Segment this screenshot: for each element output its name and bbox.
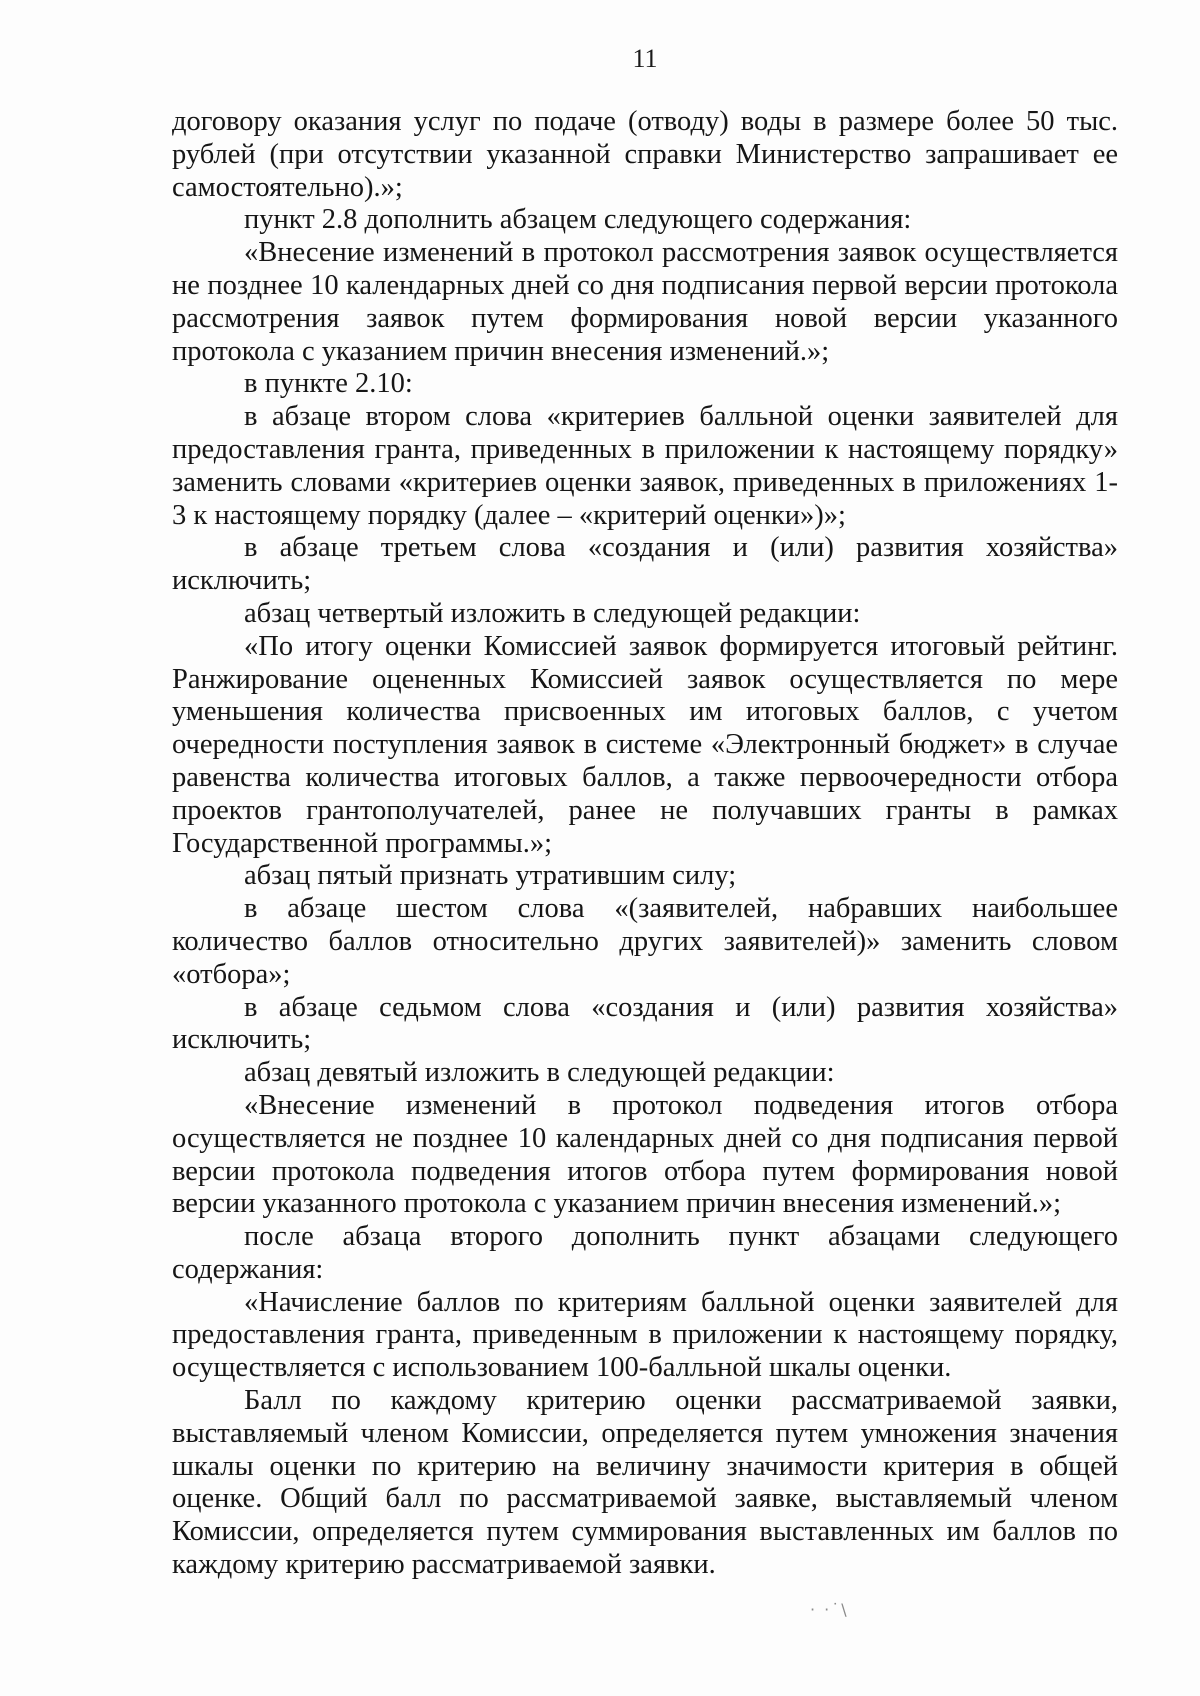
page-number: 11 — [632, 44, 658, 73]
paragraph: абзац девятый изложить в следующей редакции: — [244, 1057, 835, 1089]
paragraph: в пункте 2.10: — [244, 368, 413, 400]
paragraph: абзац пятый признать утратившим силу; — [244, 860, 737, 892]
document-body — [172, 106, 1118, 1582]
paragraph: абзац четвертый изложить в следующей редакции: — [244, 597, 861, 629]
scan-specks: · ·˙\ — [810, 1600, 849, 1619]
paragraph: после абзаца второго дополнить пункт абзацами следующего содержания: — [172, 1221, 1118, 1285]
paragraph: пункт 2.8 дополнить абзацем следующего содержания: — [244, 204, 912, 236]
paragraph: «Внесение изменений в протокол рассмотрения заявок осуществляется не позднее 10 календарных дней со дня подписания первой версии протокола рассмотрения заявок путем формирования новой версии указанного протокола с указанием причин внесения изменений.»; — [172, 237, 1118, 367]
paragraph: договору оказания услуг по подаче (отводу) воды в размере более 50 тыс. рублей (при отсутствии указанной справки Министерство запрашивает ее самостоятельно).»; — [172, 106, 1118, 203]
paragraph: «Начисление баллов по критериям балльной оценки заявителей для предоставления гранта, приведенным в приложении к настоящему порядку, осуществляется с использованием 100-балльной шкалы оценки. — [172, 1286, 1118, 1384]
paragraph: в абзаце третьем слова «создания и (или) развития хозяйства» исключить; — [172, 532, 1118, 597]
paragraph: в абзаце втором слова «критериев балльной оценки заявителей для предоставления гранта, приведенных в приложении к настоящему порядку» заменить словами «критериев оценки заявок, приведенных в приложениях 1-3 к настоящему порядку (далее – «критерий оценки»)»; — [172, 401, 1118, 531]
paragraph: «По итогу оценки Комиссией заявок формируется итоговый рейтинг. Ранжирование оцененных Комиссией заявок осуществляется по мере уменьшения количества присвоенных им итоговых баллов, с учетом очередности поступления заявок в системе «Электронный бюджет» в случае равенства количества итоговых баллов, а также первоочередности отбора проектов грантополучателей, ранее не получавших гранты в рамках Государственной программы.»; — [172, 630, 1118, 859]
paragraph: в абзаце шестом слова «(заявителей, набравших наибольшее количество баллов относительно других заявителей)» заменить словом «отбора»; — [172, 893, 1118, 990]
paragraph: Балл по каждому критерию оценки рассматриваемой заявки, выставляемый членом Комиссии, определяется путем умножения значения шкалы оценки по критерию на величину значимости критерия в общей оценке. Общий балл по рассматриваемой заявке, выставляемый членом Комиссии, определяется путем суммирования выставленных им баллов по каждому критерию рассматриваемой заявки. — [172, 1385, 1118, 1581]
paragraph: в абзаце седьмом слова «создания и (или) развития хозяйства» исключить; — [172, 991, 1118, 1056]
paragraph: «Внесение изменений в протокол подведения итогов отбора осуществляется не позднее 10 календарных дней со дня подписания первой версии протокола подведения итогов отбора путем формирования новой версии указанного протокола с указанием причин внесения изменений.»; — [172, 1089, 1118, 1220]
